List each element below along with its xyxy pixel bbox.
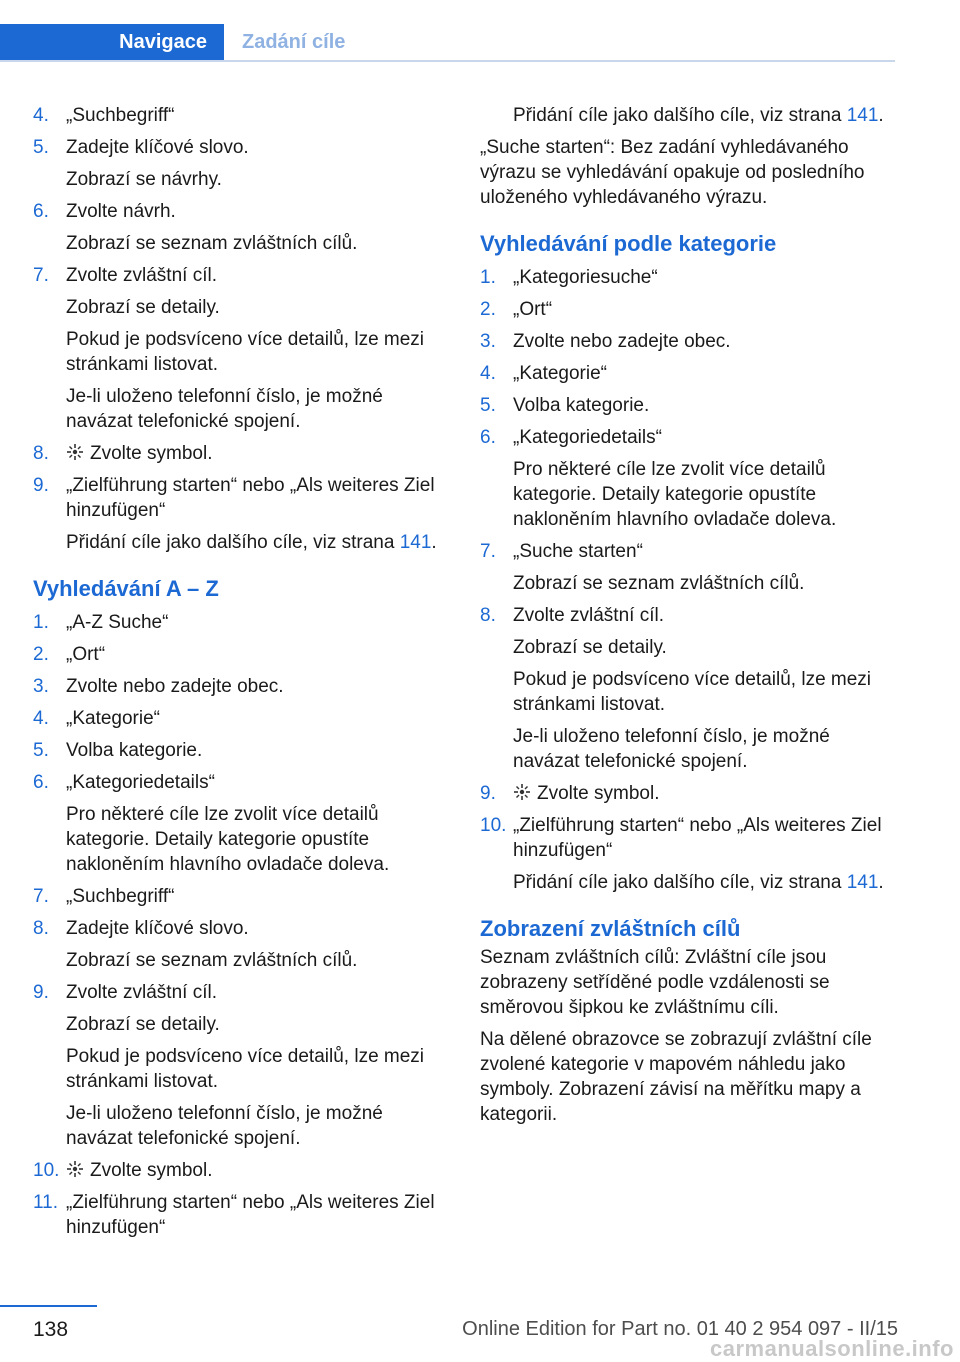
step-number: 11. [33,1192,59,1213]
step-number: 4. [33,105,49,126]
step-text [66,706,443,731]
step-text [66,738,443,763]
step-number: 2. [480,299,496,320]
list-item [480,539,900,564]
step-detail: Je-li uloženo telefonní číslo, je možné navázat telefonické spojení. [66,386,383,432]
step-detail: Zobrazí se detaily. [513,637,667,658]
page-number: 138 [33,1318,69,1341]
step-cross-ref [33,530,443,555]
list-item [480,393,900,418]
step-text-content: Zadejte klíčové slovo. [66,918,249,939]
step-text [513,813,900,863]
step-number: 1. [480,267,496,288]
step-detail: Zobrazí se seznam zvláštních cílů. [66,233,358,254]
step-detail: Zobrazí se detaily. [66,1014,220,1035]
list-item [33,916,443,941]
step-text [66,674,443,699]
step-detail: Pro některé cíle lze zvolit více detailů kategorie. Detaily kategorie opustíte nakloněním hlavního ovladače doleva. [66,804,390,875]
cross-ref-end: . [878,872,884,893]
step-text-content: Volba kategorie. [66,740,203,761]
step-number: 6. [480,427,496,448]
step-number: 4. [480,363,496,384]
list-item [33,770,443,795]
list-item [480,297,900,322]
step-text-content: Zvolte zvláštní cíl. [513,605,664,626]
step-number: 9. [480,783,496,804]
step-number: 10. [480,815,507,836]
list-item [480,813,900,863]
list-item [33,642,443,667]
tab-zadani-cile[interactable] [242,24,345,60]
list-item [33,1158,443,1183]
poi-list-paragraph: Seznam zvláštních cílů: Zvláštní cíle jsou zobrazeny setříděné podle vzdálenosti se směrovou šipkou ke zvláštnímu cíli. [480,947,830,1018]
split-screen-paragraph: Na dělené obrazovce se zobrazují zvláštní cíle zvolené kategorie v mapovém náhledu jako symboly. Zobrazení závisí na měřítku mapy a kategorii. [480,1029,872,1125]
section-heading-poi-display: Zobrazení zvláštních cílů [480,916,741,941]
list-item [33,706,443,731]
step-text-content: „Kategorie“ [513,363,607,384]
page-header [0,0,895,62]
step-text [66,473,443,523]
step-text [513,297,900,322]
step-number: 10. [33,1160,60,1181]
step-text-content: Zvolte návrh. [66,201,176,222]
step-number: 9. [33,982,49,1003]
step-number: 3. [480,331,496,352]
step-text-content: Zvolte symbol. [90,443,213,464]
step-text [513,329,900,354]
step-detail: Pokud je podsvíceno více detailů, lze mezi stránkami listovat. [66,329,425,375]
step-text [513,265,900,290]
cross-ref-end: . [878,105,884,126]
symbol-icon [66,1160,84,1178]
step-text [513,425,900,450]
tab-zadani-cile-label: Zadání cíle [242,30,346,53]
step-text [66,135,443,160]
tab-navigace-label: Navigace [119,30,207,53]
step-text-content: „Kategoriedetails“ [66,772,215,793]
step-number: 3. [33,676,49,697]
cross-ref-text: Přidání cíle jako dalšího cíle, viz strana [513,105,842,126]
step-text [66,916,443,941]
list-item [33,738,443,763]
step-detail: Zobrazí se seznam zvláštních cílů. [513,573,805,594]
step-detail: Je-li uloženo telefonní číslo, je možné navázat telefonické spojení. [513,726,830,772]
list-item [33,1190,443,1240]
page-number-rule [0,1305,97,1307]
page-link[interactable]: 141 [399,532,432,553]
step-number: 9. [33,475,49,496]
step-text-content: „Kategoriedetails“ [513,427,662,448]
step-number: 1. [33,612,49,633]
right-column [480,103,900,1134]
step-text-content: Zvolte zvláštní cíl. [66,265,217,286]
step-cross-ref [480,870,900,895]
tab-navigace[interactable] [0,24,224,60]
step-text-content: Zvolte nebo zadejte obec. [513,331,731,352]
section-heading-a-z: Vyhledávání A – Z [33,576,219,601]
step-detail: Pro některé cíle lze zvolit více detailů kategorie. Detaily kategorie opustíte nakloněním hlavního ovladače doleva. [513,459,837,530]
step-number: 8. [33,918,49,939]
cross-ref-end: . [431,532,437,553]
cross-ref-text: Přidání cíle jako dalšího cíle, viz strana [66,532,395,553]
step-text [66,441,443,466]
step-number: 5. [480,395,496,416]
step-text-content: „Suchbegriff“ [66,886,175,907]
page-link[interactable]: 141 [846,872,879,893]
step-detail: Zobrazí se detaily. [66,297,220,318]
step-text-content: „Kategorie“ [66,708,160,729]
list-item [480,329,900,354]
watermark: carmanualsonline.info [710,1336,954,1361]
step-text [513,539,900,564]
step-text-content: „Ort“ [66,644,106,665]
suche-starten-note: „Suche starten“: Bez zadání vyhledávaného výrazu se vyhledávání opakuje od posledního uloženého vyhledávaného výrazu. [480,137,865,208]
list-item [33,980,443,1005]
step-number: 2. [33,644,49,665]
page-link[interactable]: 141 [846,105,879,126]
step-text [66,103,443,128]
step-text [66,610,443,635]
step-text-content: „A-Z Suche“ [66,612,169,633]
step-number: 7. [480,541,496,562]
step-text [513,393,900,418]
cross-ref-text: Přidání cíle jako dalšího cíle, viz strana [513,872,842,893]
symbol-icon [66,443,84,461]
step-text-content: „Zielführung starten“ nebo „Als weiteres Ziel hinzufügen“ [66,1192,435,1238]
step-text [66,199,443,224]
step-text-content: Zvolte symbol. [90,1160,213,1181]
list-item [33,473,443,523]
section-heading-category: Vyhledávání podle kategorie [480,231,777,256]
step-text-content: Zvolte nebo zadejte obec. [66,676,284,697]
step-text [66,884,443,909]
list-item [480,361,900,386]
step-text [513,781,900,806]
step-text [66,1158,443,1183]
step-number: 5. [33,740,49,761]
step-number: 5. [33,137,49,158]
list-item [33,884,443,909]
step-text-content: „Suchbegriff“ [66,105,175,126]
step-number: 4. [33,708,49,729]
edition-footer: Online Edition for Part no. 01 40 2 954 097 - II/15 [462,1318,898,1340]
step-text [66,770,443,795]
step-detail: Zobrazí se návrhy. [66,169,222,190]
step-number: 6. [33,772,49,793]
step-detail: Pokud je podsvíceno více detailů, lze mezi stránkami listovat. [513,669,872,715]
list-item [33,199,443,224]
header-divider [0,60,895,62]
step-number: 8. [33,443,49,464]
step-number: 7. [33,265,49,286]
list-item [33,103,443,128]
continued-cross-ref [480,103,900,128]
step-text [66,642,443,667]
list-item [480,425,900,450]
step-text [66,263,443,288]
step-text-content: Volba kategorie. [513,395,650,416]
step-text-content: „Suche starten“ [513,541,643,562]
list-item [33,441,443,466]
list-item [480,603,900,628]
step-number: 8. [480,605,496,626]
symbol-icon [513,783,531,801]
step-number: 6. [33,201,49,222]
step-text-content: „Zielführung starten“ nebo „Als weiteres Ziel hinzufügen“ [513,815,882,861]
list-item [480,265,900,290]
step-text-content: Zvolte zvláštní cíl. [66,982,217,1003]
step-detail: Zobrazí se seznam zvláštních cílů. [66,950,358,971]
step-text-content: „Zielführung starten“ nebo „Als weiteres Ziel hinzufügen“ [66,475,435,521]
list-item [33,135,443,160]
left-column [33,103,443,1247]
step-text-content: Zadejte klíčové slovo. [66,137,249,158]
step-text [66,1190,443,1240]
step-detail: Pokud je podsvíceno více detailů, lze mezi stránkami listovat. [66,1046,425,1092]
list-item [33,674,443,699]
step-number: 7. [33,886,49,907]
step-text-content: Zvolte symbol. [537,783,660,804]
step-text [513,361,900,386]
list-item [33,610,443,635]
step-text [513,603,900,628]
step-detail: Je-li uloženo telefonní číslo, je možné navázat telefonické spojení. [66,1103,383,1149]
step-text-content: „Kategoriesuche“ [513,267,658,288]
list-item [33,263,443,288]
step-text [66,980,443,1005]
step-text-content: „Ort“ [513,299,553,320]
list-item [480,781,900,806]
